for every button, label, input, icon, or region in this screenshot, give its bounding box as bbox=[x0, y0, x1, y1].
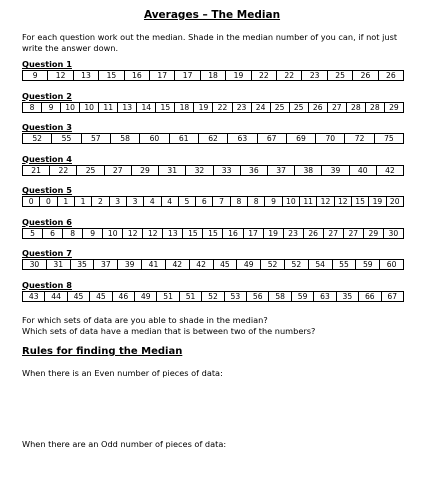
number-cell[interactable]: 6 bbox=[42, 229, 62, 238]
number-cell[interactable]: 7 bbox=[212, 197, 229, 206]
number-cell[interactable]: 27 bbox=[104, 166, 131, 175]
number-row bbox=[22, 259, 404, 270]
number-cell[interactable]: 45 bbox=[89, 292, 111, 301]
number-cell[interactable]: 13 bbox=[117, 103, 136, 112]
number-cell[interactable]: 19 bbox=[368, 197, 385, 206]
number-cell[interactable]: 13 bbox=[162, 229, 182, 238]
number-cell[interactable]: 36 bbox=[240, 166, 267, 175]
number-cell[interactable]: 45 bbox=[213, 260, 237, 269]
number-cell[interactable]: 8 bbox=[62, 229, 82, 238]
number-row bbox=[22, 165, 404, 176]
number-cell[interactable]: 28 bbox=[346, 103, 365, 112]
question-label: Question 4 bbox=[22, 153, 72, 164]
number-cell[interactable]: 25 bbox=[289, 103, 308, 112]
number-cell[interactable]: 60 bbox=[139, 134, 168, 143]
number-cell[interactable]: 31 bbox=[46, 260, 70, 269]
number-cell[interactable]: 33 bbox=[213, 166, 240, 175]
even-rule-label: When there is an Even number of pieces of data: bbox=[22, 368, 223, 378]
number-cell[interactable]: 12 bbox=[122, 229, 142, 238]
rules-heading: Rules for finding the Median bbox=[22, 346, 183, 357]
number-cell[interactable]: 24 bbox=[251, 103, 270, 112]
number-cell[interactable]: 19 bbox=[225, 71, 250, 80]
number-cell[interactable]: 22 bbox=[276, 71, 301, 80]
worksheet-title: Averages – The Median bbox=[143, 9, 281, 21]
question-label: Question 1 bbox=[22, 59, 72, 69]
number-cell[interactable]: 72 bbox=[344, 134, 373, 143]
number-cell[interactable]: 5 bbox=[178, 197, 195, 206]
number-row bbox=[22, 70, 404, 81]
number-cell[interactable]: 58 bbox=[110, 134, 139, 143]
follow-up-question-1: For which sets of data are you able to shade in the median? bbox=[22, 315, 268, 325]
question-block-2 bbox=[22, 91, 404, 113]
number-cell[interactable]: 44 bbox=[44, 292, 66, 301]
number-cell[interactable]: 52 bbox=[260, 260, 284, 269]
number-cell[interactable]: 10 bbox=[102, 229, 122, 238]
number-cell[interactable]: 49 bbox=[236, 260, 260, 269]
number-cell[interactable]: 53 bbox=[224, 292, 246, 301]
question-block-6 bbox=[22, 217, 404, 239]
number-cell[interactable]: 2 bbox=[91, 197, 108, 206]
follow-up-question-2: Which sets of data have a median that is between two of the numbers? bbox=[22, 325, 316, 336]
number-cell[interactable]: 22 bbox=[212, 103, 231, 112]
number-cell[interactable]: 4 bbox=[143, 197, 160, 206]
number-cell[interactable]: 27 bbox=[343, 229, 363, 238]
number-cell[interactable]: 10 bbox=[282, 197, 299, 206]
number-cell[interactable]: 51 bbox=[156, 292, 178, 301]
number-row bbox=[22, 291, 404, 302]
follow-up-questions bbox=[22, 315, 404, 336]
number-cell[interactable]: 25 bbox=[270, 103, 289, 112]
number-cell[interactable]: 30 bbox=[29, 260, 40, 269]
number-cell[interactable]: 51 bbox=[179, 292, 201, 301]
number-cell[interactable]: 61 bbox=[169, 134, 198, 143]
number-cell[interactable]: 9 bbox=[32, 71, 38, 80]
number-cell[interactable]: 27 bbox=[323, 229, 343, 238]
number-row bbox=[22, 196, 404, 207]
number-cell[interactable]: 1 bbox=[74, 197, 91, 206]
question-block-3 bbox=[22, 122, 404, 144]
number-cell[interactable]: 16 bbox=[124, 71, 149, 80]
number-cell[interactable]: 12 bbox=[316, 197, 333, 206]
number-row bbox=[22, 228, 404, 239]
number-cell[interactable]: 15 bbox=[155, 103, 174, 112]
number-cell[interactable]: 14 bbox=[136, 103, 155, 112]
number-cell[interactable]: 22 bbox=[251, 71, 276, 80]
number-cell[interactable]: 35 bbox=[70, 260, 94, 269]
number-cell[interactable]: 55 bbox=[332, 260, 356, 269]
number-cell[interactable]: 8 bbox=[247, 197, 264, 206]
number-cell[interactable]: 39 bbox=[321, 166, 348, 175]
number-cell[interactable]: 69 bbox=[286, 134, 315, 143]
number-cell[interactable]: 5 bbox=[30, 228, 35, 238]
number-cell[interactable]: 19 bbox=[193, 103, 212, 112]
question-block-7 bbox=[22, 248, 404, 270]
number-cell[interactable]: 17 bbox=[174, 71, 199, 80]
number-cell[interactable]: 17 bbox=[243, 229, 263, 238]
number-cell[interactable]: 67 bbox=[381, 292, 403, 301]
number-cell[interactable]: 1 bbox=[57, 197, 74, 206]
number-cell[interactable]: 12 bbox=[142, 229, 162, 238]
number-cell[interactable]: 6 bbox=[195, 197, 212, 206]
question-label: Question 2 bbox=[22, 90, 72, 101]
number-cell[interactable]: 55 bbox=[51, 134, 80, 143]
number-cell[interactable]: 17 bbox=[149, 71, 174, 80]
number-cell[interactable]: 29 bbox=[363, 229, 383, 238]
number-cell[interactable]: 15 bbox=[182, 229, 202, 238]
number-cell[interactable]: 26 bbox=[352, 71, 377, 80]
number-cell[interactable]: 52 bbox=[201, 292, 223, 301]
number-cell[interactable]: 15 bbox=[98, 71, 123, 80]
number-cell[interactable]: 25 bbox=[76, 166, 103, 175]
number-cell[interactable]: 70 bbox=[315, 134, 344, 143]
number-cell[interactable]: 57 bbox=[81, 134, 110, 143]
number-cell[interactable]: 42 bbox=[165, 260, 189, 269]
number-cell[interactable]: 38 bbox=[294, 166, 321, 175]
number-cell[interactable]: 29 bbox=[384, 103, 403, 112]
number-row bbox=[22, 133, 404, 144]
number-cell[interactable]: 15 bbox=[351, 197, 368, 206]
number-cell[interactable]: 63 bbox=[227, 134, 256, 143]
number-cell[interactable]: 49 bbox=[134, 292, 156, 301]
number-cell[interactable]: 12 bbox=[47, 71, 72, 80]
number-cell[interactable]: 0 bbox=[39, 197, 56, 206]
number-cell[interactable]: 10 bbox=[60, 103, 79, 112]
number-cell[interactable]: 28 bbox=[365, 103, 384, 112]
number-row bbox=[22, 102, 404, 113]
number-cell[interactable]: 12 bbox=[334, 197, 351, 206]
number-cell[interactable]: 23 bbox=[283, 229, 303, 238]
number-cell[interactable]: 46 bbox=[112, 292, 134, 301]
number-cell[interactable]: 26 bbox=[303, 229, 323, 238]
number-cell[interactable]: 42 bbox=[376, 166, 403, 175]
number-cell[interactable]: 75 bbox=[374, 134, 403, 143]
number-cell[interactable]: 20 bbox=[386, 197, 403, 206]
number-cell[interactable]: 63 bbox=[313, 292, 335, 301]
number-cell[interactable]: 52 bbox=[284, 260, 308, 269]
number-cell[interactable]: 11 bbox=[98, 103, 117, 112]
number-cell[interactable]: 19 bbox=[263, 229, 283, 238]
number-cell[interactable]: 29 bbox=[131, 166, 158, 175]
question-block-1 bbox=[22, 59, 404, 81]
number-cell[interactable]: 39 bbox=[117, 260, 141, 269]
number-cell[interactable]: 31 bbox=[158, 166, 185, 175]
number-cell[interactable]: 32 bbox=[185, 166, 212, 175]
number-cell[interactable]: 25 bbox=[327, 71, 352, 80]
number-cell[interactable]: 3 bbox=[109, 197, 126, 206]
number-cell[interactable]: 15 bbox=[202, 229, 222, 238]
number-cell[interactable]: 27 bbox=[327, 103, 346, 112]
number-cell[interactable]: 23 bbox=[301, 71, 326, 80]
number-cell[interactable]: 59 bbox=[291, 292, 313, 301]
number-cell[interactable]: 66 bbox=[358, 292, 380, 301]
number-cell[interactable]: 40 bbox=[349, 166, 376, 175]
number-cell[interactable]: 21 bbox=[31, 165, 41, 175]
number-cell[interactable]: 43 bbox=[28, 291, 39, 301]
number-cell[interactable]: 9 bbox=[41, 103, 60, 112]
number-cell[interactable]: 10 bbox=[79, 103, 98, 112]
number-cell[interactable]: 54 bbox=[308, 260, 332, 269]
number-cell[interactable]: 59 bbox=[355, 260, 379, 269]
number-cell[interactable]: 56 bbox=[246, 292, 268, 301]
intro-text: For each question work out the median. Shade in the median number of you can, if not just write the answer down. bbox=[22, 32, 398, 53]
number-cell[interactable]: 30 bbox=[383, 229, 403, 238]
question-label: Question 7 bbox=[22, 248, 72, 258]
number-cell[interactable]: 62 bbox=[198, 134, 227, 143]
question-label: Question 6 bbox=[22, 216, 72, 227]
number-cell[interactable]: 52 bbox=[32, 134, 42, 143]
number-cell[interactable]: 41 bbox=[141, 260, 165, 269]
question-block-8 bbox=[22, 280, 404, 302]
odd-rule-label: When there are an Odd number of pieces of data: bbox=[22, 439, 227, 449]
number-cell[interactable]: 4 bbox=[161, 197, 178, 206]
number-cell[interactable]: 8 bbox=[230, 197, 247, 206]
number-cell[interactable]: 37 bbox=[267, 166, 294, 175]
number-cell[interactable]: 26 bbox=[308, 103, 327, 112]
number-cell[interactable]: 3 bbox=[126, 197, 143, 206]
number-cell[interactable]: 26 bbox=[378, 71, 403, 80]
number-cell[interactable]: 22 bbox=[49, 166, 76, 175]
number-cell[interactable]: 42 bbox=[189, 260, 213, 269]
question-block-4 bbox=[22, 154, 404, 176]
number-cell[interactable]: 23 bbox=[232, 103, 251, 112]
number-cell[interactable]: 8 bbox=[29, 102, 35, 112]
number-cell[interactable]: 60 bbox=[379, 260, 403, 269]
question-block-5 bbox=[22, 185, 404, 207]
number-cell[interactable]: 58 bbox=[268, 292, 290, 301]
number-cell[interactable]: 18 bbox=[200, 71, 225, 80]
number-cell[interactable]: 9 bbox=[82, 229, 102, 238]
number-cell[interactable]: 0 bbox=[28, 197, 34, 206]
question-label: Question 3 bbox=[22, 122, 72, 132]
question-label: Question 8 bbox=[22, 279, 72, 290]
number-cell[interactable]: 37 bbox=[93, 260, 117, 269]
number-cell[interactable]: 18 bbox=[174, 103, 193, 112]
number-cell[interactable]: 13 bbox=[73, 71, 98, 80]
number-cell[interactable]: 16 bbox=[222, 229, 242, 238]
number-cell[interactable]: 35 bbox=[336, 292, 358, 301]
number-cell[interactable]: 9 bbox=[264, 197, 281, 206]
question-label: Question 5 bbox=[22, 185, 72, 195]
number-cell[interactable]: 45 bbox=[67, 292, 89, 301]
number-cell[interactable]: 67 bbox=[257, 134, 286, 143]
number-cell[interactable]: 11 bbox=[299, 197, 316, 206]
